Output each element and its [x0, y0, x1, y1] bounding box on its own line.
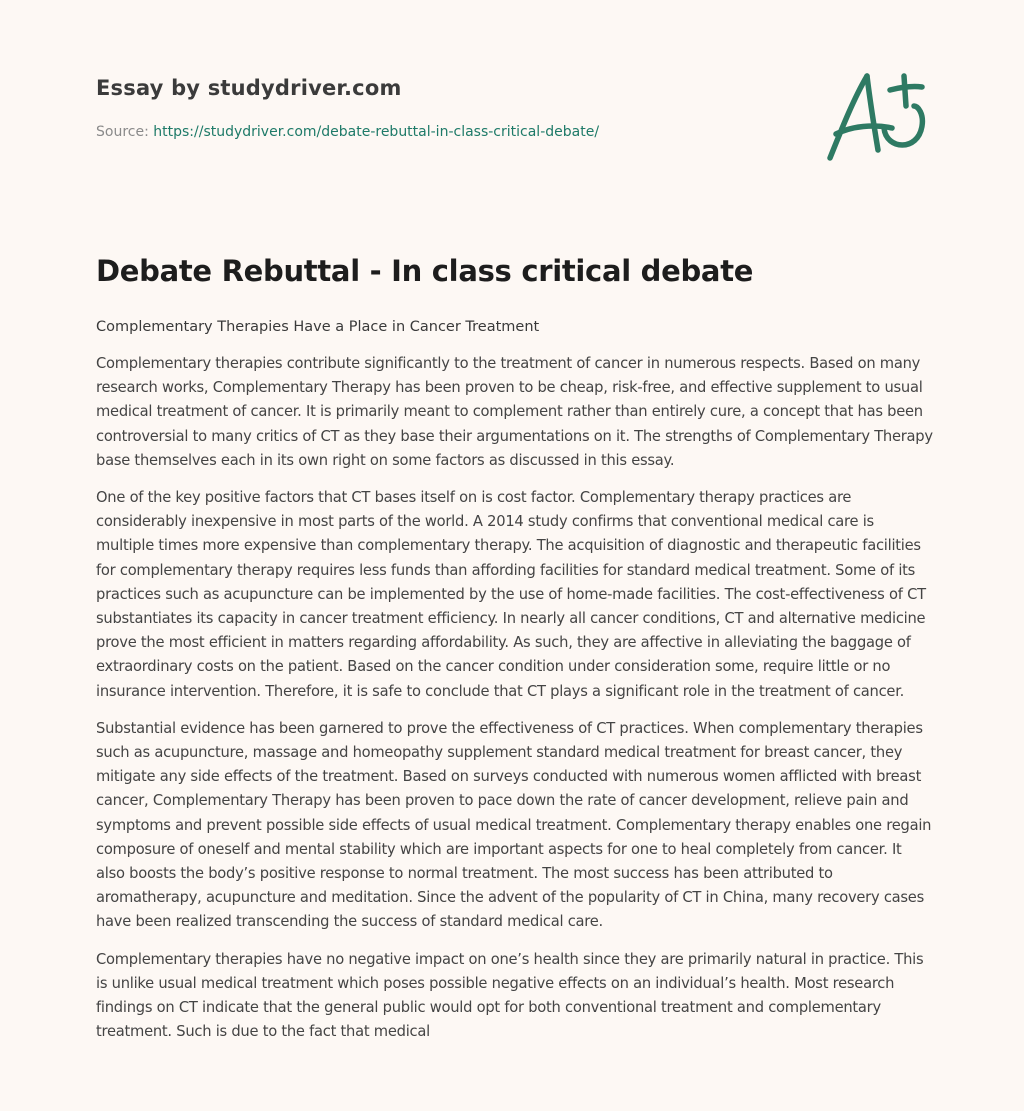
essay-paragraph: Complementary therapies have no negative impact on one’s health since they are primarily natural in practice. This is unlike usual medical treatment which poses possible negative effects on an individual’s health. Most research findings on CT indicate that the general public would opt for both conventional treatment and complementary treatment. Such is due to the fact that medical: [96, 950, 924, 1041]
source-link[interactable]: https://studydriver.com/debate-rebuttal-in-class-critical-debate/: [153, 124, 600, 140]
source-line: [96, 124, 599, 140]
essay-paragraph: Substantial evidence has been garnered to prove the effectiveness of CT practices. When complementary therapies such as acupuncture, massage and homeopathy supplement standard medical treatment for breast cancer, they mitigate any side effects of the treatment. Based on surveys conducted with numerous women afflicted with breast cancer, Complementary Therapy has been proven to pace down the rate of cancer development, relieve pain and symptoms and prevent possible side effects of usual medical treatment. Complementary therapy enables one regain composure of oneself and mental stability which are important aspects for one to heal completely from cancer. It also boosts the body’s positive response to normal treatment. The most success has been attributed to aromatherapy, acupuncture and meditation. Since the advent of the popularity of CT in China, many recovery cases have been realized transcending the success of standard medical care.: [96, 719, 932, 931]
essay-subtitle: Complementary Therapies Have a Place in Cancer Treatment: [96, 319, 540, 335]
site-title: Essay by studydriver.com: [96, 76, 402, 100]
source-label: Source:: [96, 124, 149, 140]
essay-paragraph: Complementary therapies contribute significantly to the treatment of cancer in numerous respects. Based on many research works, Complementary Therapy has been proven to be cheap, risk-free, and effective supplement to usual medical treatment of cancer. It is primarily meant to complement rather than entirely cure, a concept that has been controversial to many critics of CT as they base their argumentations on it. The strengths of Complementary Therapy base themselves each in its own right on some factors as discussed in this essay.: [96, 355, 933, 469]
a-plus-logo-icon: [822, 66, 932, 166]
essay-content: [96, 316, 934, 1057]
essay-title: Debate Rebuttal - In class critical debate: [96, 254, 754, 288]
essay-paragraph: One of the key positive factors that CT bases itself on is cost factor. Complementary therapy practices are considerably inexpensive in most parts of the world. A 2014 study confirms that conventional medical care is multiple times more expensive than complementary therapy. The acquisition of diagnostic and therapeutic facilities for complementary therapy requires less funds than affording facilities for standard medical treatment. Some of its practices such as acupuncture can be implemented by the use of home-made facilities. The cost-effectiveness of CT substantiates its capacity in cancer treatment efficiency. In nearly all cancer conditions, CT and alternative medicine prove the most efficient in matters regarding affordability. As such, they are affective in alleviating the baggage of extraordinary costs on the patient. Based on the cancer condition under consideration some, require little or no insurance intervention. Therefore, it is safe to conclude that CT plays a significant role in the treatment of cancer.: [96, 489, 926, 700]
